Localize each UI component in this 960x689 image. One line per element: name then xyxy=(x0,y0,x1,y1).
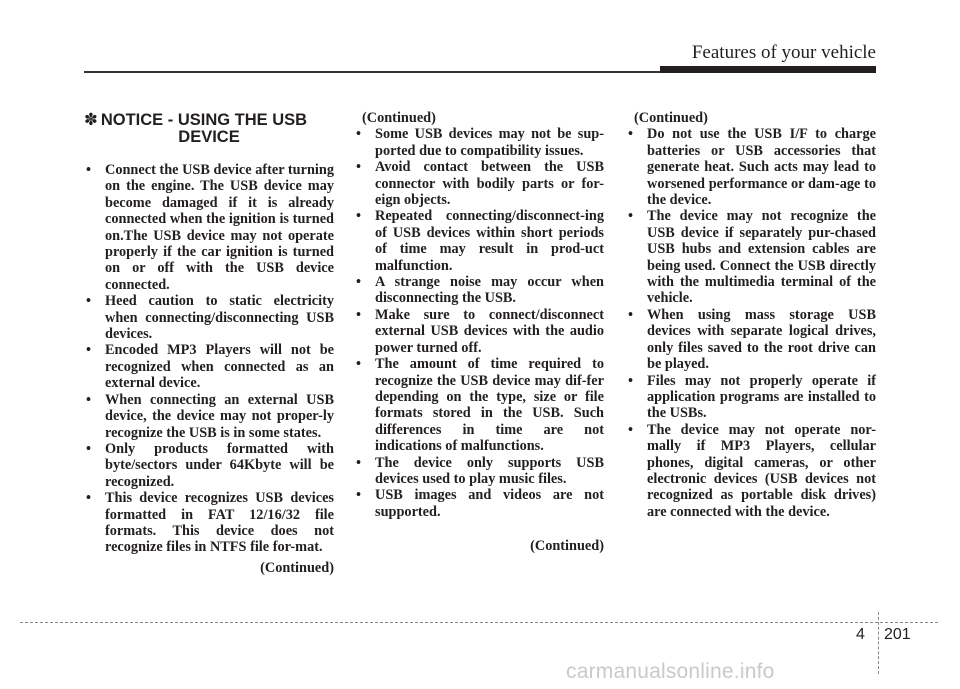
column-3 xyxy=(626,110,876,520)
list-item: • Only products formatted with byte/sectors under 64Kbyte will be recognized. xyxy=(84,441,334,490)
continued-footer: (Continued) xyxy=(530,538,604,555)
list-item: • Files may not properly operate if application programs are installed to the USBs. xyxy=(626,373,876,422)
list-item: • Make sure to connect/disconnect external USB devices with the audio power turned off. xyxy=(354,307,604,356)
continued-footer: (Continued) xyxy=(260,559,334,576)
notice-title xyxy=(84,112,334,146)
notice-list-2 xyxy=(354,126,604,520)
notice-title-line2: DEVICE xyxy=(178,128,240,146)
list-item: • Connect the USB device after turning on the engine. The USB device may become damaged if it is already connected when the ignition is turned on.The USB device may not operate properly if the car ignition is turned on or off with the USB device connected. xyxy=(84,162,334,293)
list-item: • Repeated connecting/disconnect-ing of USB devices within short periods of time may result in prod-uct malfunction. xyxy=(354,208,604,274)
column-2 xyxy=(354,110,604,555)
list-item: • Some USB devices may not be sup-ported due to compatibility issues. xyxy=(354,126,604,159)
list-item: • The device may not operate nor-mally if MP3 Players, cellular phones, digital cameras, or other electronic devices (USB devices not recognized as portable disk drives) are connected with the device. xyxy=(626,422,876,520)
continued-header: (Continued) xyxy=(634,110,708,126)
notice-title-line1: NOTICE - USING THE USB xyxy=(100,111,308,129)
notice-list-3 xyxy=(626,126,876,520)
footer-rule xyxy=(20,622,938,623)
list-item: • The device only supports USB devices used to play music files. xyxy=(354,455,604,488)
list-item: • The amount of time required to recognize the USB device may dif-fer depending on the type, size or file formats stored in the USB. Such differences in time are not indications of malfunctions. xyxy=(354,356,604,454)
list-item: • Heed caution to static electricity when connecting/disconnecting USB devices. xyxy=(84,293,334,342)
header-rule-accent xyxy=(660,66,876,73)
page-number: 201 xyxy=(884,626,911,643)
list-item: • Avoid contact between the USB connector with bodily parts or for-eign objects. xyxy=(354,159,604,208)
header-title: Features of your vehicle xyxy=(691,42,876,63)
list-item: • Encoded MP3 Players will not be recognized when connected as an external device. xyxy=(84,342,334,391)
list-item: • This device recognizes USB devices formatted in FAT 12/16/32 file formats. This device does not recognize files in NTFS file for-mat. xyxy=(84,490,334,556)
chapter-number: 4 xyxy=(856,626,865,643)
list-item: • When connecting an external USB device, the device may not proper-ly recognize the USB is in some states. xyxy=(84,392,334,441)
continued-header: (Continued) xyxy=(362,110,436,126)
notice-star-icon: ✽ xyxy=(84,111,98,129)
list-item: • When using mass storage USB devices with separate logical drives, only files saved to the root drive can be played. xyxy=(626,307,876,373)
list-item: • A strange noise may occur when disconnecting the USB. xyxy=(354,274,604,307)
footer-divider xyxy=(878,612,879,674)
column-1 xyxy=(84,110,334,576)
notice-list-1 xyxy=(84,162,334,556)
list-item: • USB images and videos are not supported. xyxy=(354,487,604,520)
watermark: carmanualsonline.info xyxy=(566,660,775,683)
list-item: • The device may not recognize the USB device if separately pur-chased USB hubs and extension cables are being used. Connect the USB directly with the multimedia terminal of the vehicle. xyxy=(626,208,876,306)
list-item: • Do not use the USB I/F to charge batteries or USB accessories that generate heat. Such acts may lead to worsened performance or dam-age to the device. xyxy=(626,126,876,208)
